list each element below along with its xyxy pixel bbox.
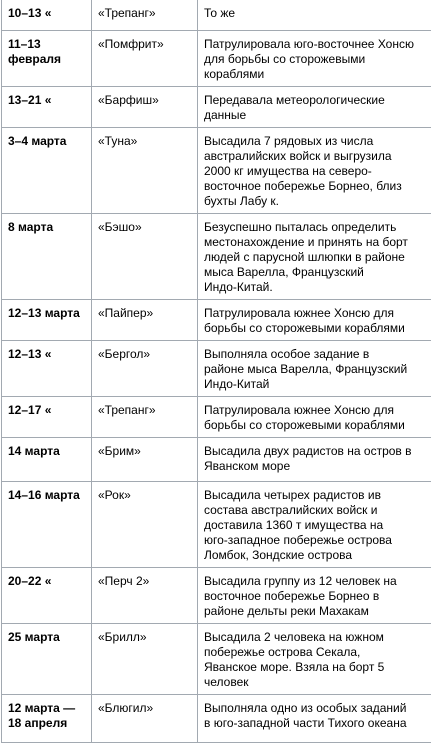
date-cell: 20–22 « [2,567,92,623]
action-cell: Патрулировала южнее Хонсю для борьбы со сторожевыми кораблями [198,299,431,340]
submarine-cell: «Бергол» [92,340,198,396]
table-row [2,30,431,86]
submarine-cell: «Трепанг» [92,396,198,437]
table-body [2,0,431,742]
table-row [2,86,431,127]
action-cell: То же [198,0,431,30]
table-row [2,481,431,567]
date-cell: 13–21 « [2,86,92,127]
date-cell: 12–17 « [2,396,92,437]
submarine-cell: «Помфрит» [92,30,198,86]
date-cell: 25 марта [2,623,92,694]
date-cell: 14–16 марта [2,481,92,567]
action-cell: Высадила двух радистов на остров в Яванском море [198,437,431,481]
submarine-cell: «Брилл» [92,623,198,694]
action-cell: Высадила 2 человека на южном побережье острова Секала, Яванское море. Взяла на борт 5 человек [198,623,431,694]
table-row [2,127,431,213]
action-cell: Высадила 7 рядовых из числа австралийских войск и выгрузила 2000 кг имущества на северо- восточное побережье Борнео, близ бухты Лабу к. [198,127,431,213]
submarine-cell: «Туна» [92,127,198,213]
table-row [2,213,431,299]
action-cell: Безуспешно пыталась определить местонахождение и принять на борт людей с парусной шлюпки в районе мыса Варелла, Французский Индо-Китай. [198,213,431,299]
submarine-cell: «Перч 2» [92,567,198,623]
submarine-cell: «Блюгил» [92,694,198,742]
action-cell: Выполняла особое задание в районе мыса Варелла, Французский Индо-Китай [198,340,431,396]
submarine-cell: «Брим» [92,437,198,481]
action-cell: Патрулировала южнее Хонсю для борьбы со сторожевыми кораблями [198,396,431,437]
submarine-cell: «Пайпер» [92,299,198,340]
operations-table [1,0,431,743]
action-cell: Высадила четырех радистов ив состава австралийских войск и доставила 1360 т имущества на юго-западное побережье острова Ломбок, Зондские острова [198,481,431,567]
table-row [2,299,431,340]
action-cell: Выполняла одно из особых заданий в юго-западной части Тихого океана [198,694,431,742]
table-row [2,437,431,481]
table-row [2,340,431,396]
submarine-cell: «Рок» [92,481,198,567]
submarine-cell: «Бэшо» [92,213,198,299]
table-row [2,0,431,30]
date-cell: 12–13 « [2,340,92,396]
date-cell: 12 марта — 18 апреля [2,694,92,742]
table-row [2,623,431,694]
submarine-cell: «Барфиш» [92,86,198,127]
date-cell: 10–13 « [2,0,92,30]
action-cell: Патрулировала юго-восточнее Хонсю для борьбы со сторожевыми кораблями [198,30,431,86]
date-cell: 11–13 февраля [2,30,92,86]
date-cell: 3–4 марта [2,127,92,213]
action-cell: Передавала метеорологические данные [198,86,431,127]
table-row [2,694,431,742]
date-cell: 8 марта [2,213,92,299]
table-row [2,396,431,437]
submarine-cell: «Трепанг» [92,0,198,30]
action-cell: Высадила группу из 12 человек на восточное побережье Борнео в районе дельты реки Махакам [198,567,431,623]
table-row [2,567,431,623]
date-cell: 12–13 марта [2,299,92,340]
date-cell: 14 марта [2,437,92,481]
